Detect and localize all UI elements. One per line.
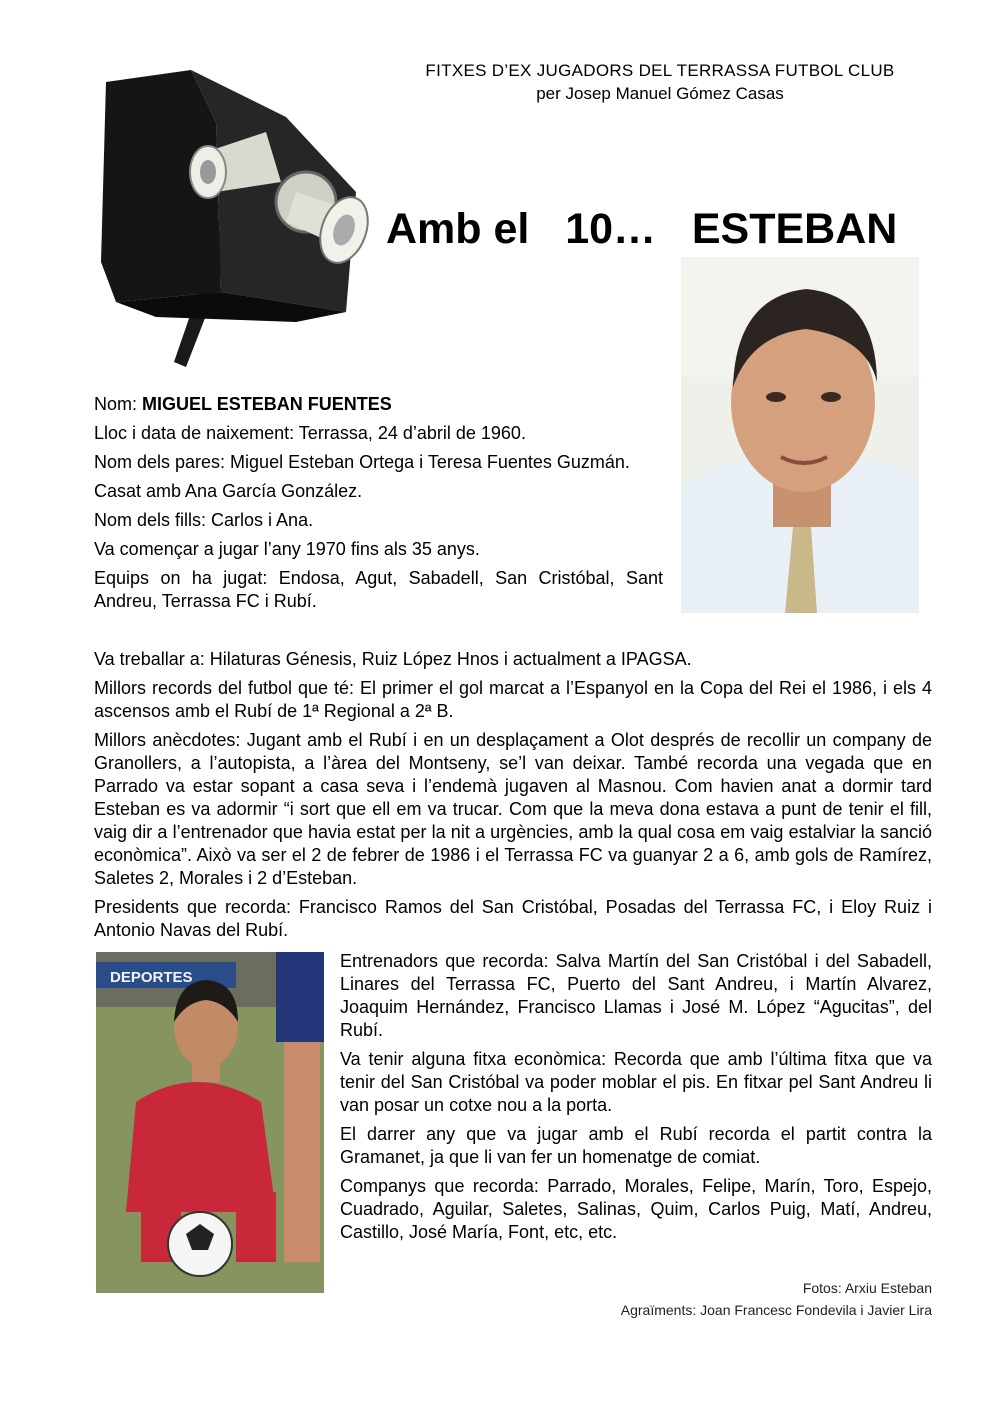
portrait-photo	[681, 257, 919, 613]
coaches-paragraph: Entrenadors que recorda: Salva Martín del San Cristóbal i del Sabadell, Linares del Terrassa FC, Puerto del Sant Andreu, i Martín Alvarez, Joaquim Hernández, Francisco Llamas i José M. López “Agucitas”, del Rubí.	[340, 951, 932, 1040]
birth-line: Lloc i data de naixement: Terrassa, 24 d’abril de 1960.	[94, 423, 526, 443]
spouse-line: Casat amb Ana García González.	[94, 481, 363, 501]
football-photo	[96, 952, 324, 1293]
parents-line: Nom dels pares: Miguel Esteban Ortega i Teresa Fuentes Guzmán.	[94, 452, 630, 472]
sign-text: DEPORTES	[110, 969, 193, 986]
name-line	[94, 393, 663, 416]
loudspeaker-illustration	[96, 62, 376, 372]
work-line: Va treballar a: Hilaturas Génesis, Ruiz López Hnos i actualment a IPAGSA.	[94, 649, 692, 669]
name-label: Nom:	[94, 394, 143, 414]
profile-top-block	[94, 393, 663, 613]
page-title: Amb el 10… ESTEBAN	[386, 205, 898, 253]
profile-right-block	[340, 950, 932, 1244]
photo-credit: Fotos: Arxiu Esteban	[802, 1280, 932, 1296]
acknowledgements: Agraïments: Joan Francesc Fondevila i Javier Lira	[620, 1302, 932, 1318]
children-line: Nom dels fills: Carlos i Ana.	[94, 510, 314, 530]
economic-paragraph: Va tenir alguna fitxa econòmica: Recorda que amb l’última fitxa que va tenir del San Cristóbal va poder moblar el pis. En fitxar pel Sant Andreu li van posar un cotxe nou a la porta.	[340, 1049, 932, 1115]
teams-line: Equips on ha jugat: Endosa, Agut, Sabadell, San Cristóbal, Sant Andreu, Terrassa FC i Rubí.	[94, 568, 663, 611]
last-year-paragraph: El darrer any que va jugar amb el Rubí recorda el partit contra la Gramanet, ja que li van fer un homenatge de comiat.	[340, 1124, 932, 1167]
presidents-paragraph: Presidents que recorda: Francisco Ramos del San Cristóbal, Posadas del Terrassa FC, i Eloy Ruiz i Antonio Navas del Rubí.	[94, 897, 932, 940]
profile-full-block	[94, 648, 932, 942]
anecdotes-paragraph: Millors anècdotes: Jugant amb el Rubí i en un desplaçament a Olot després de recollir un company de Granollers, a l’autopista, a l’àrea del Montseny, se’l van deixar. També recorda una vegada que en Parrado va estar sopant a casa seva i l’endemà jugaven al Masnou. Com havien anat a dormir tard Esteban es va adormir “i sort que ell em va trucar. Com que la meva dona estava a punt de tenir el fill, vaig dir a l’entrenador que havia estat per la nit a urgències, amb la qual cosa em vaig estalviar la sanció econòmica”. Això va ser el 2 de febrer de 1986 i el Terrassa FC va guanyar 2 a 6, amb gols de Ramírez, Saletes 2, Morales i 2 d’Esteban.	[94, 730, 932, 888]
series-heading: FITXES D’EX JUGADORS DEL TERRASSA FUTBOL CLUB	[425, 61, 895, 80]
author-line: per Josep Manuel Gómez Casas	[536, 84, 784, 103]
player-name: MIGUEL ESTEBAN FUENTES	[142, 394, 392, 414]
teammates-paragraph: Companys que recorda: Parrado, Morales, Felipe, Marín, Toro, Espejo, Cuadrado, Aguilar, Saletes, Salinas, Quim, Carlos Puig, Matí, Andreu, Castillo, José María, Font, etc, etc.	[340, 1176, 932, 1242]
best-memories-paragraph: Millors records del futbol que té: El primer el gol marcat a l’Espanyol en la Copa del Rei el 1986, i els 4 ascensos amb el Rubí de 1ª Regional a 2ª B.	[94, 678, 932, 721]
career-start-line: Va començar a jugar l’any 1970 fins als 35 anys.	[94, 539, 480, 559]
